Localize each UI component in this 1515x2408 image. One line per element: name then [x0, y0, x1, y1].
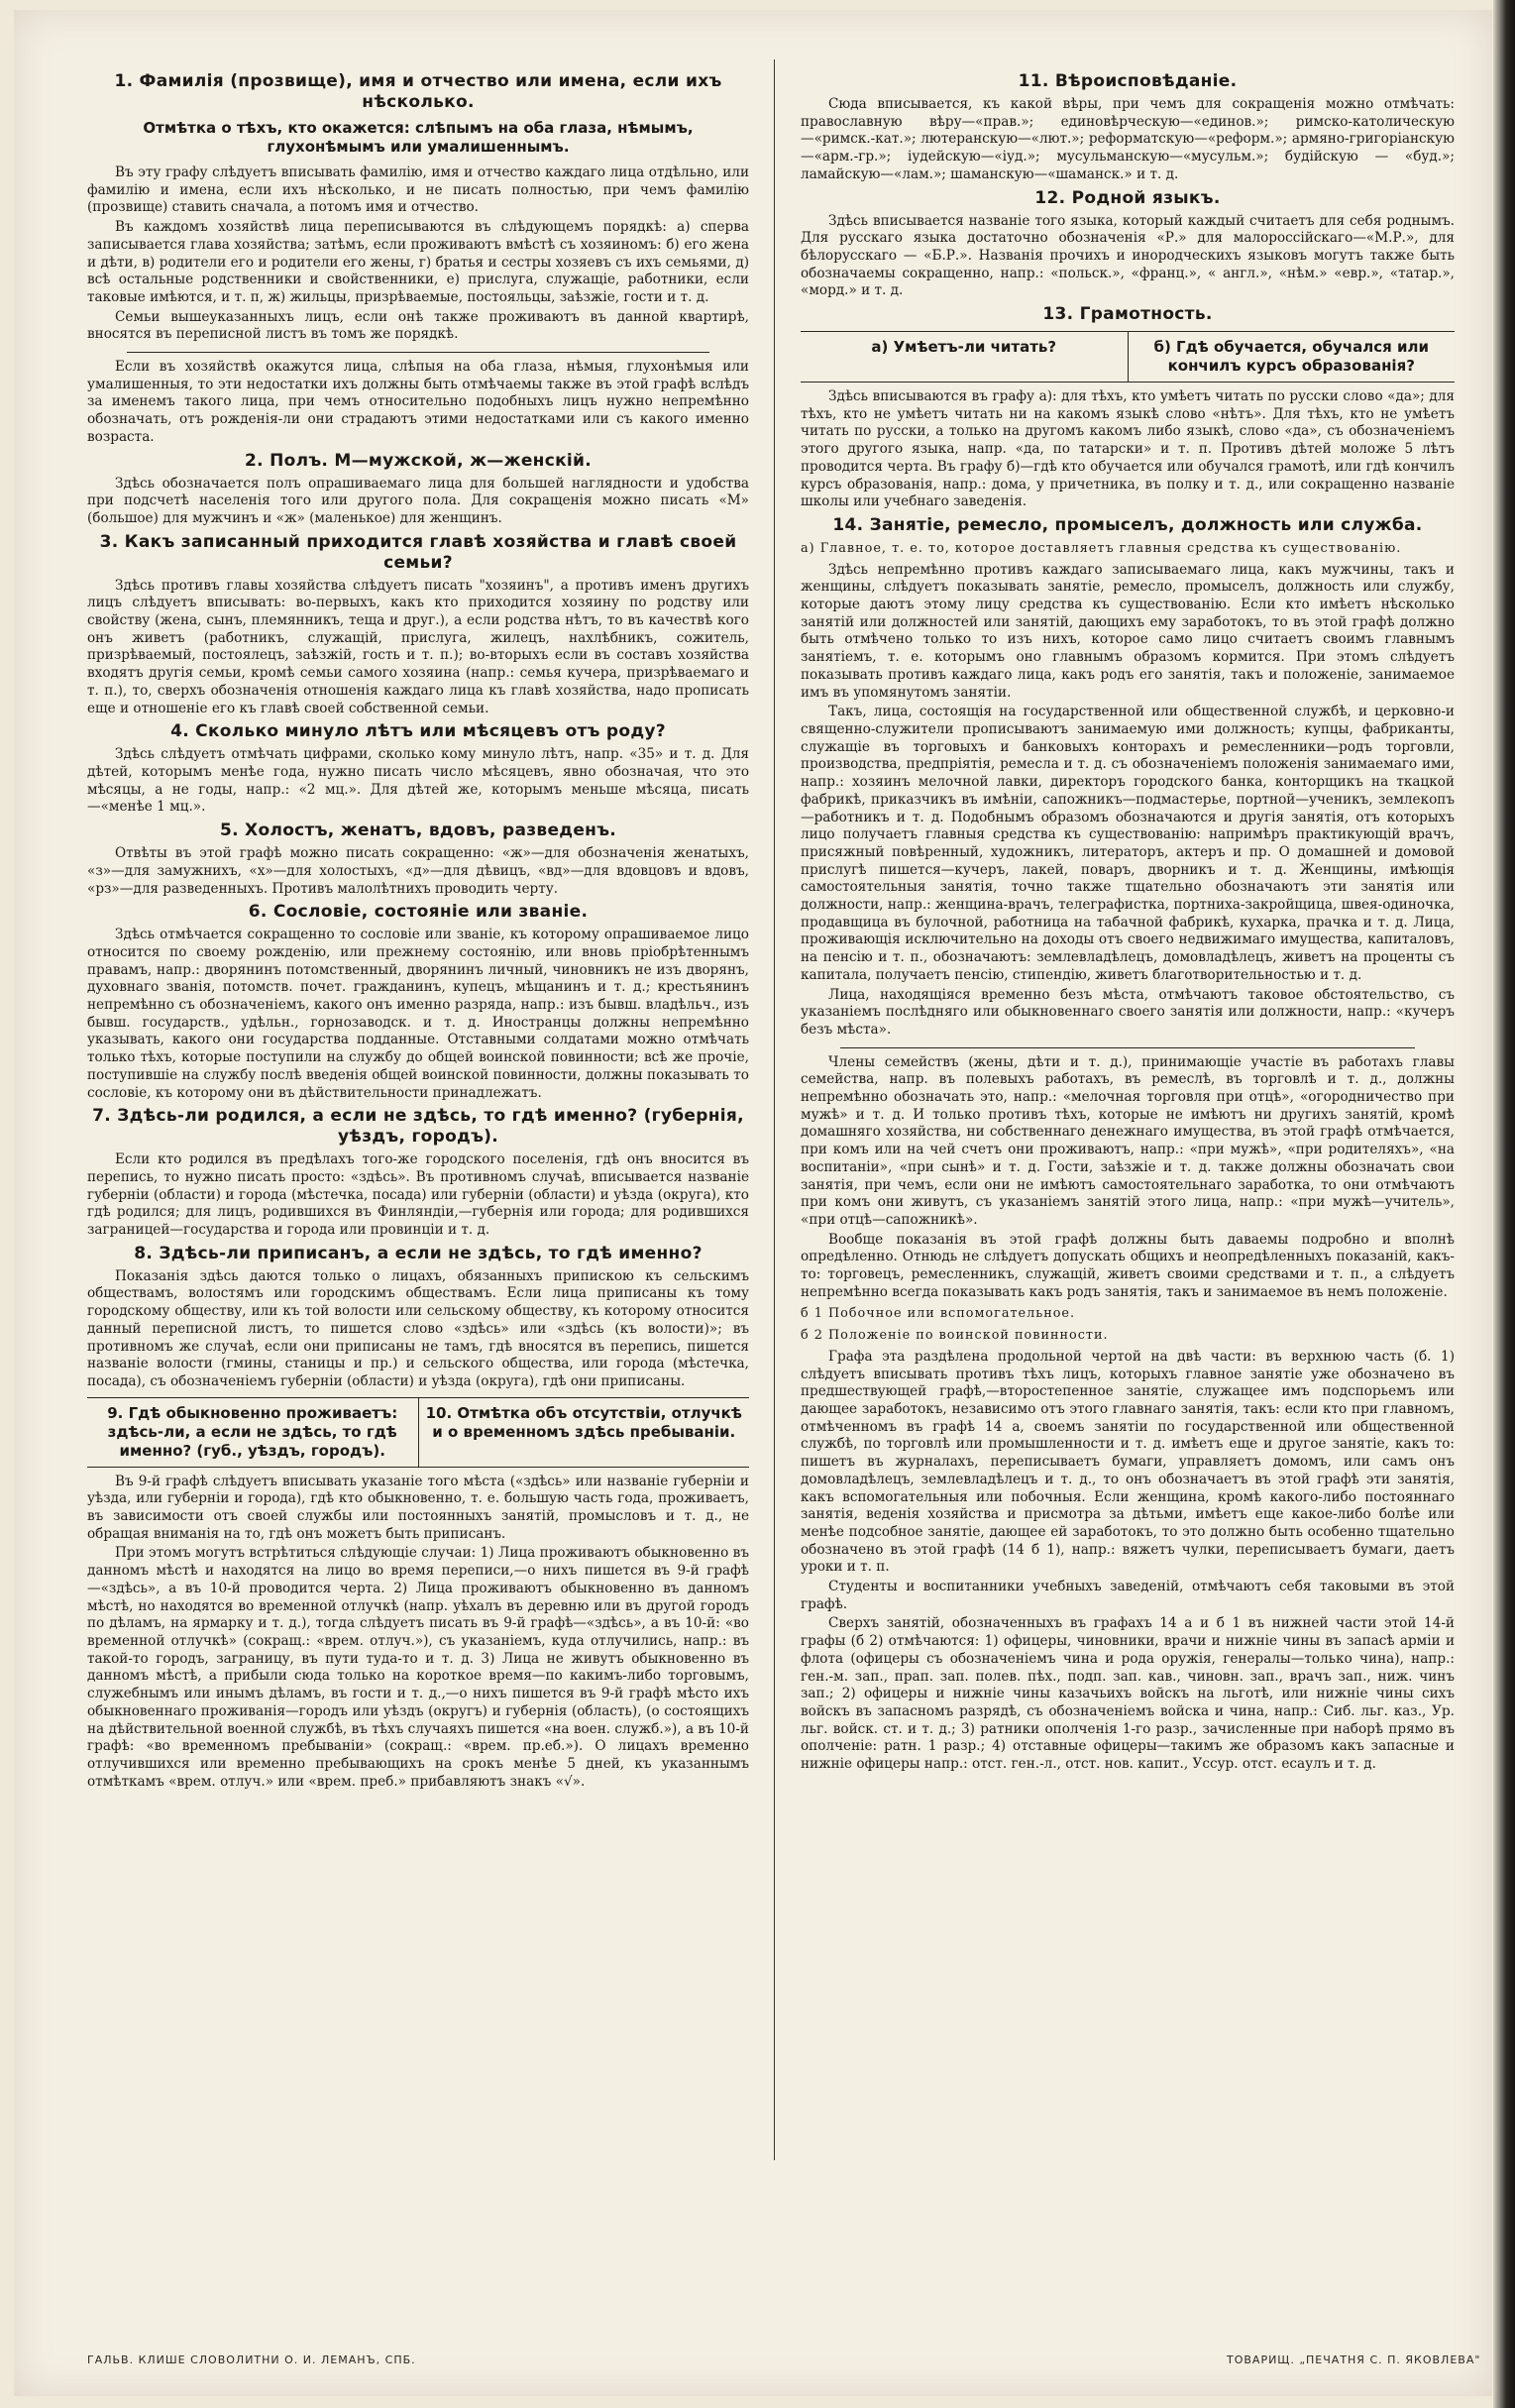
separator — [127, 352, 709, 353]
paragraph: При этомъ могутъ встрѣтиться слѣдующіе случаи: 1) Лица проживаютъ обыкновенно въ данномъ мѣстѣ и находятся на лицо во время переписи,—о нихъ пишется въ 9-й графѣ—«здѣсь», а въ 10-й проводится черта. 2) Лица проживаютъ обыкновенно въ данномъ мѣстѣ, но находятся во временной отлучкѣ (напр. уѣхалъ въ деревню или въ другой городъ по дѣламъ, на ярмарку и т. д.), тогда слѣдуетъ писать въ 9-й графѣ—«здѣсь», а въ 10-й: «во временной отлучкѣ» (сокращ.: «врем. отлуч.»), съ указаніемъ, куда отлучились, напр.: въ такой-то городъ, заграницу, въ пути туда-то и т. д. 3) Лица не живутъ обыкновенно въ данномъ мѣстѣ, а прибыли сюда только на короткое время—по какимъ-либо торговымъ, служебнымъ или инымъ дѣламъ, въ гости и т. д.,—о нихъ пишется въ 9-й графѣ мѣсто ихъ обыкновеннаго проживанія—городъ или уѣздъ (округъ) и губернія (область), (о состоящихъ на дѣйствительной военной службѣ, въ тѣхъ случаяхъ пишется «на воен. служб.»), а въ 10-й графѣ: «во временномъ пребываніи» (сокращ.: «врем. пр.еб.»). О лицахъ временно отлучившихся или временно пребывающихъ на срокъ менѣе 5 дней, къ указаннымъ отмѣткамъ «врем. отлуч.» или «врем. преб.» прибавляютъ знакъ «√». — [87, 1545, 749, 1790]
section-14-title: 14. Занятіе, ремесло, промыселъ, должность или служба. — [832, 514, 1423, 535]
section-12-title: 12. Родной языкъ. — [1034, 187, 1221, 208]
paragraph: Здѣсь отмѣчается сокращенно то сословіе или званіе, къ которому опрашиваемое лицо относится по своему рожденію, или прежнему состоянію, или вновь пріобрѣтеннымъ правамъ, напр.: дворянинъ потомственный, дворянинъ личный, чиновникъ не изъ дворянъ, духовнаго званія, потомств. почет. гражданинъ, купецъ, мѣщанинъ и т. д.; крестьянинъ непремѣнно съ обозначеніемъ, какого онъ именно разряда, напр.: изъ бывш. владѣльч., изъ бывш. государств., удѣльн., горнозаводск. и т. д. Иностранцы должны непремѣнно указывать, какого они государства подданные. Отставными солдатами можно отмѣчать только тѣхъ, которые поступили на службу до общей воинской повинности; всѣ же прочіе, поступившіе на службу послѣ введенія общей воинской повинности, должны показывать то сословіе, къ которому они въ дѣйствительности принадлежатъ. — [87, 927, 749, 1101]
section-14b2-subtitle: б 2 Положеніе по воинской повинности. — [801, 1328, 1109, 1344]
paragraph: Здѣсь обозначается полъ опрашиваемаго лица для большей наглядности и удобства при подсчетѣ населенія того или другого пола. Для сокращенія можно писать «М» (большое) для мужчинъ и «ж» (маленькое) для женщинъ. — [87, 475, 749, 526]
paragraph: Если кто родился въ предѣлахъ того-же городского поселенія, гдѣ онъ вносится въ перепись, то нужно писать просто: «здѣсь». Въ противномъ случаѣ, вписывается названіе губерніи (области) и города (мѣстечка, посада) или губерніи (области) и уѣзда (округа), кто гдѣ родился; для лицъ, родившихся въ Финляндіи,—губернія или города; для родившихся заграницей—государства и города или провинціи и т. д. — [87, 1151, 749, 1239]
paragraph: Здѣсь вписывается названіе того языка, который каждый считаетъ для себя роднымъ. Для русскаго языка достаточно обозначенія «Р.» для малороссійскаго—«М.Р.», для бѣлорусскаго — «Б.Р.». Названія прочихъ и инородческихъ языковъ могутъ также быть обозначаемы сокращенно, напр.: «польск.», «франц.», « англ.», «нѣм.» «евр.», «татар.», «морд.» и т. д. — [801, 212, 1455, 299]
paragraph: Если въ хозяйствѣ окажутся лица, слѣпыя на оба глаза, нѣмыя, глухонѣмыя или умалишенныя, то эти недостатки ихъ должны быть отмѣчаемы также въ этой графѣ вслѣдъ за именемъ такого лица, при чемъ относительно подобныхъ лицъ нужно непремѣнно обозначать, отъ рожденія-ли они страдаютъ этими недостатками или съ какого именно возраста. — [87, 359, 749, 445]
paragraph: Студенты и воспитанники учебныхъ заведеній, отмѣчаютъ себя таковыми въ этой графѣ. — [801, 1579, 1455, 1612]
section-13-title: 13. Грамотность. — [1042, 304, 1213, 325]
paragraph: Лица, находящіяся временно безъ мѣста, отмѣчаютъ таковое обстоятельство, съ указаніемъ послѣдняго или обыкновеннаго своего занятія или должности, напр.: «кучеръ безъ мѣста». — [801, 986, 1455, 1038]
section-13b-title: б) Гдѣ обучается, обучался или кончилъ курсъ образованія? — [1128, 332, 1456, 382]
left-column — [87, 67, 749, 1793]
section-1-title: 1. Фамилія (прозвище), имя и отчество или имена, если ихъ нѣсколько. — [114, 71, 722, 112]
paragraph: Показанія здѣсь даются только о лицахъ, обязанныхъ припискою къ сельскимъ обществамъ, волостямъ или городскимъ обществамъ. Если лица приписаны къ тому городскому обществу, или къ той волости или сельскому обществу, къ которому относится данный переписной листъ, то пишется слово «здѣсь» или «здѣсь (къ волости)»; въ противномъ же случаѣ, если они приписаны не тамъ, гдѣ вносятся въ перепись, пишется названіе волости (гмины, станицы и пр.) и сельского общества, или города (мѣстечка, посада), съ обозначеніемъ губерніи (области) и уѣзда (округа), гдѣ они приписаны. — [87, 1267, 749, 1389]
section-9-title: 9. Гдѣ обыкновенно проживаетъ: здѣсь-ли, а если не здѣсь, то гдѣ именно? (губ., уѣздъ, городъ). — [107, 1403, 398, 1460]
section-6-title: 6. Сословіе, состояніе или званіе. — [248, 902, 589, 923]
section-14a-subtitle: а) Главное, т. е. то, которое доставляетъ главныя средства къ существованію. — [801, 540, 1402, 556]
paragraph: Такъ, лица, состоящія на государственной или общественной службѣ, и церковно-и священно-служители прописываютъ занимаемую ими должность; купцы, фабриканты, служащіе въ торговыхъ и банковыхъ конторахъ и ремесленники—родъ торговли, производства, предпріятія, ремесла и т. д. съ обозначеніемъ положенія занимаемаго ими, напр.: хозяинъ мелочной лавки, директоръ городского банка, конторщикъ на ткацкой фабрикѣ, приказчикъ въ имѣніи, сапожникъ—подмастерье, портной—ученикъ, землекопъ—работникъ и т. д. Подобнымъ образомъ обозначаются и другія занятія, отъ которыхъ лицо получаетъ главныя средства къ существованію: напримѣръ практикующій врачъ, присяжный повѣренный, художникъ, литераторъ, актеръ и пр. О домашней и домовой прислугѣ пишется—кучеръ, лакей, поваръ, дворникъ и т. д. Женщины, имѣющія самостоятельныя занятія, точно также тщательно обозначаютъ эти занятія или должности, напр.: женщина-врачъ, телеграфистка, портниха-закройщица, швея-одиночка, продавщица въ булочной, работница на табачной фабрикѣ, кухарка, прачка и т. д. Лица, проживающія исключительно на доходы отъ своего недвижимаго имущества, капиталовъ, на пенсію и т. п., обозначаютъ: землевладѣлецъ, домовладѣлецъ, живетъ на проценты съ капитала, получаетъ пенсію, стипендію, живетъ благотворительностью и т. д. — [801, 704, 1455, 983]
footer-left-imprint: ГАЛЬВ. КЛИШЕ СЛОВОЛИТНИ О. И. ЛЕМАНЪ, СПБ. — [87, 2353, 416, 2366]
section-1-note: Отмѣтка о тѣхъ, кто окажется: слѣпымъ на оба глаза, нѣмымъ, глухонѣмымъ или умалишеннымъ. — [143, 119, 694, 156]
section-13a-title: а) Умѣетъ-ли читать? — [871, 338, 1057, 357]
section-14b1-subtitle: б 1 Побочное или вспомогательное. — [801, 1306, 1076, 1322]
footer-right-imprint: ТОВАРИЩ. „ПЕЧАТНЯ С. П. ЯКОВЛЕВА" — [1227, 2353, 1481, 2366]
paragraph: Въ эту графу слѣдуетъ вписывать фамилію, имя и отчество каждаго лица отдѣльно, или фамилію и имена, если ихъ нѣсколько, и не писать полностью, при чемъ фамилію (прозвище) ставить сначала, а потомъ имя и отчество. — [87, 164, 749, 216]
section-8-title: 8. Здѣсь-ли приписанъ, а если не здѣсь, то гдѣ именно? — [134, 1243, 703, 1263]
section-9-10-header — [87, 1397, 749, 1468]
paragraph: Сверхъ занятій, обозначенныхъ въ графахъ 14 а и б 1 въ нижней части этой 14-й графы (б 2) отмѣчаются: 1) офицеры, чиновники, врачи и нижніе чины въ запасѣ арміи и флота (офицеры съ обозначеніемъ чина и рода оружія, генералы—только чина), напр.: ген.-м. зап., прап. зап. полев. пѣх., подп. зап. кав., чиновн. зап., врачъ зап., ниж. чинъ зап.; 2) офицеры и нижніе чины казачьихъ войскъ на льготѣ, или нижніе чины сихъ войскъ въ запасномъ разрядѣ, съ обозначеніемъ войска и чина, напр.: Сиб. льг. каз., Ур. льг. войск. ст. и т. д.; 3) ратники ополченія 1-го разр., зачисленные при наборѣ прямо въ ополченіе: ратн. 1 разр.; 4) отставные офицеры—такимъ же образомъ какъ запасные и нижніе офицеры напр.: отст. ген.-л., отст. нов. капит., Уссур. отст. есаулъ и т. д. — [801, 1615, 1455, 1773]
separator — [840, 1047, 1415, 1048]
paragraph: Здѣсь непремѣнно противъ каждаго записываемаго лица, какъ мужчины, такъ и женщины, слѣдуетъ показывать занятіе, ремесло, промыселъ, должность или службу, которые даютъ этому лицу средства къ существованію. Если кто имѣетъ нѣсколько занятій или должностей или занятій, дающихъ ему заработокъ, то въ этой графѣ должно быть отмѣчено только то изъ нихъ, которое само лицо считаетъ своимъ главнымъ занятіемъ, т. е. которымъ оно главнымъ образомъ кормится. При этомъ слѣдуетъ показывать противъ каждаго лица, какъ родъ его занятія, такъ и положеніе, занимаемое имъ въ упомянутомъ занятіи. — [801, 561, 1455, 701]
section-2-title: 2. Полъ. М—мужской, ж—женскій. — [244, 450, 593, 471]
paragraph: Въ каждомъ хозяйствѣ лица переписываются въ слѣдующемъ порядкѣ: а) сперва записывается глава хозяйства; затѣмъ, если проживаютъ вмѣстѣ съ хозяиномъ: б) его жена и дѣти, в) родители его и родители его жены, г) братья и сестры хозяевъ съ ихъ семьями, д) всѣ остальные родственники и свойственники, е) прислуга, служащіе, работники, если таковые имѣются, и т. п, ж) жильцы, призрѣваемые, постояльцы, заѣзжіе, гости и т. д. — [87, 219, 749, 305]
section-4-title: 4. Сколько минуло лѣтъ или мѣсяцевъ отъ роду? — [170, 721, 666, 742]
section-7-title: 7. Здѣсь-ли родился, а если не здѣсь, то гдѣ именно? (губернія, уѣздъ, городъ). — [92, 1106, 744, 1148]
section-3-title: 3. Какъ записанный приходится главѣ хозяйства и главѣ своей семьи? — [99, 531, 737, 573]
paragraph: Здѣсь противъ главы хозяйства слѣдуетъ писать "хозяинъ", а противъ именъ другихъ лицъ слѣдуетъ вписывать: во-первыхъ, какъ кто приходится хозяину по родству или свойству (жена, сынъ, племянникъ, теща и друг.), а если родства нѣтъ, то въ качествѣ кого онъ живетъ (работникъ, служащій, прислуга, жилецъ, нахлѣбникъ, сожитель, призрѣваемый, постоялецъ, заѣзжій, гость и т. п.); во-вторыхъ если въ составъ хозяйства входятъ другія семьи, кромѣ семьи самого хозяина (напр.: семья кучера, призрѣваемаго и т. п.), то, сверхъ обозначенія отношенія каждаго лица къ главѣ хозяйства, надо прописать еще и отношеніе его къ главѣ своей собственной семьи. — [87, 577, 749, 716]
dark-edge — [1493, 0, 1515, 2408]
section-13-subheader — [801, 331, 1455, 383]
paragraph: Отвѣты въ этой графѣ можно писать сокращенно: «ж»—для обозначенія женатыхъ, «з»—для замужнихъ, «х»—для холостыхъ, «д»—для дѣвицъ, «вд»—для вдовцовъ и вдовъ, «рз»—для разведенныхъ. Противъ малолѣтнихъ проводить черту. — [87, 845, 749, 897]
column-divider — [774, 59, 775, 2160]
paragraph: Вообще показанія въ этой графѣ должны быть даваемы подробно и вполнѣ опредѣленно. Отнюдь не слѣдуетъ допускать общихъ и неопредѣленныхъ показаній, какъ-то: торговецъ, ремесленникъ, служащій, живетъ своими средствами и т. п., а слѣдуетъ непремѣнно всегда показывать какъ родъ занятія, такъ и занимаемое въ немъ положеніе. — [801, 1231, 1455, 1300]
paragraph: Въ 9-й графѣ слѣдуетъ вписывать указаніе того мѣста («здѣсь» или названіе губерніи и уѣзда, или губерніи и города), гдѣ кто обыкновенно, т. е. большую часть года, проживаетъ, въ зависимости отъ своей службы или постоянныхъ занятій, промысловъ и т. д., не обращая вниманія на то, гдѣ онъ можетъ быть приписанъ. — [87, 1473, 749, 1542]
paragraph: Сюда вписывается, къ какой вѣры, при чемъ для сокращенія можно отмѣчать: православную вѣру—«прав.»; единовѣрческую—«единов.»; римско-католическую—«римск.-кат.»; лютеранскую—«лют.»; реформатскую—«реформ.»; армяно-григоріанскую—«арм.-гр.»; іудейскую—«іуд.»; мусульманскую—«мусульм.»; будійскую — «буд.»; ламайскую—«лам.»; шаманскую—«шаманск.» и т. д. — [801, 96, 1455, 182]
paragraph: Здѣсь вписываются въ графу а): для тѣхъ, кто умѣетъ читать по русски слово «да»; для тѣхъ, кто не умѣетъ читать ни на какомъ языкѣ слово «нѣтъ». Для тѣхъ, кто не умѣетъ читать по русски, а только на другомъ какомъ либо языкѣ, слово «да», съ обозначеніемъ этого другого языка, напр. «да, по татарски» и т. п. Противъ дѣтей моложе 5 лѣтъ проводится черта. Въ графу б)—гдѣ кто обучается или обучался грамотѣ, или гдѣ кончилъ курсъ образованія, напр.: дома, у причетника, въ полку и т. д., или сокращенно названіе школы или учебнаго заведенія. — [801, 388, 1455, 510]
section-11-title: 11. Вѣроисповѣданіе. — [1018, 71, 1238, 91]
paragraph: Здѣсь слѣдуетъ отмѣчать цифрами, сколько кому минуло лѣтъ, напр. «35» и т. д. Для дѣтей, которымъ менѣе года, нужно писать число мѣсяцевъ, явно обозначая, что это мѣсяцы, а не годы, напр.: «2 мц.». Для дѣтей же, которымъ меньше мѣсяца, писать—«менѣе 1 мц.». — [87, 746, 749, 816]
section-10-title: 10. Отмѣтка объ отсутствіи, отлучкѣ и о временномъ здѣсь пребываніи. — [418, 1398, 750, 1467]
paragraph: Семьи вышеуказанныхъ лицъ, если онѣ также проживаютъ въ данной квартирѣ, вносятся въ переписной листъ въ томъ же порядкѣ. — [87, 308, 749, 343]
paragraph: Члены семействъ (жены, дѣти и т. д.), принимающіе участіе въ работахъ главы семейства, напр. въ полевыхъ работахъ, въ ремеслѣ, въ торговлѣ и т. д., должны непремѣнно обозначать это, напр.: «мелочная торговля при отцѣ», «огородничество при мужѣ» и т. д. И только противъ тѣхъ, которые не имѣютъ ни другихъ занятій, кромѣ домашняго хозяйства, ни собственнаго денежнаго имущества, въ этой графѣ отмѣчается, при комъ или на чей счетъ они проживаютъ, напр.: «при мужѣ», «при родителяхъ», «на воспитаніи», «при сынѣ» и т. д. Гости, заѣзжіе и т. д. также должны обозначать свои занятія, при чемъ, если они не имѣютъ самостоятельнаго заработка, то они отмѣчаютъ при комъ они живутъ, съ указаніемъ занятій этого лица, напр.: «при мужѣ—учитель», «при отцѣ—сапожникѣ». — [801, 1053, 1455, 1228]
section-5-title: 5. Холостъ, женатъ, вдовъ, разведенъ. — [219, 821, 617, 841]
paragraph: Графа эта раздѣлена продольной чертой на двѣ части: въ верхнюю часть (б. 1) слѣдуетъ вписывать противъ тѣхъ лицъ, которыхъ главное занятіе уже обозначено въ предшествующей графѣ,—второстепенное занятіе, служащее имъ подспорьемъ или дающее заработокъ, независимо отъ этого главнаго занятія, такъ: если кто при главномъ, отмѣченномъ въ графѣ 14 а, своемъ занятіи по государственной или общественной службѣ, по торговлѣ или промышленности и т. д. имѣетъ еще и другое занятіе, какъ то: пишетъ въ журналахъ, переписываетъ бумаги, управляетъ домомъ, или самъ онъ домовладѣлецъ, землевладѣлецъ и т. д., то онъ обозначаетъ въ этой графѣ эти занятія, какъ вспомогательныя или побочныя. Если женщина, кромѣ какого-либо постояннаго занятія, веденія хозяйства и присмотра за дѣтьми, имѣетъ еще какое-либо болѣе или менѣе подсобное занятіе, дающее ей заработокъ, то это должно быть особенно тщательно обозначено въ этой графѣ (14 б 1), напр.: вяжетъ чулки, переписываетъ бумаги, даетъ уроки и т. п. — [801, 1348, 1455, 1576]
right-column — [801, 67, 1455, 1776]
